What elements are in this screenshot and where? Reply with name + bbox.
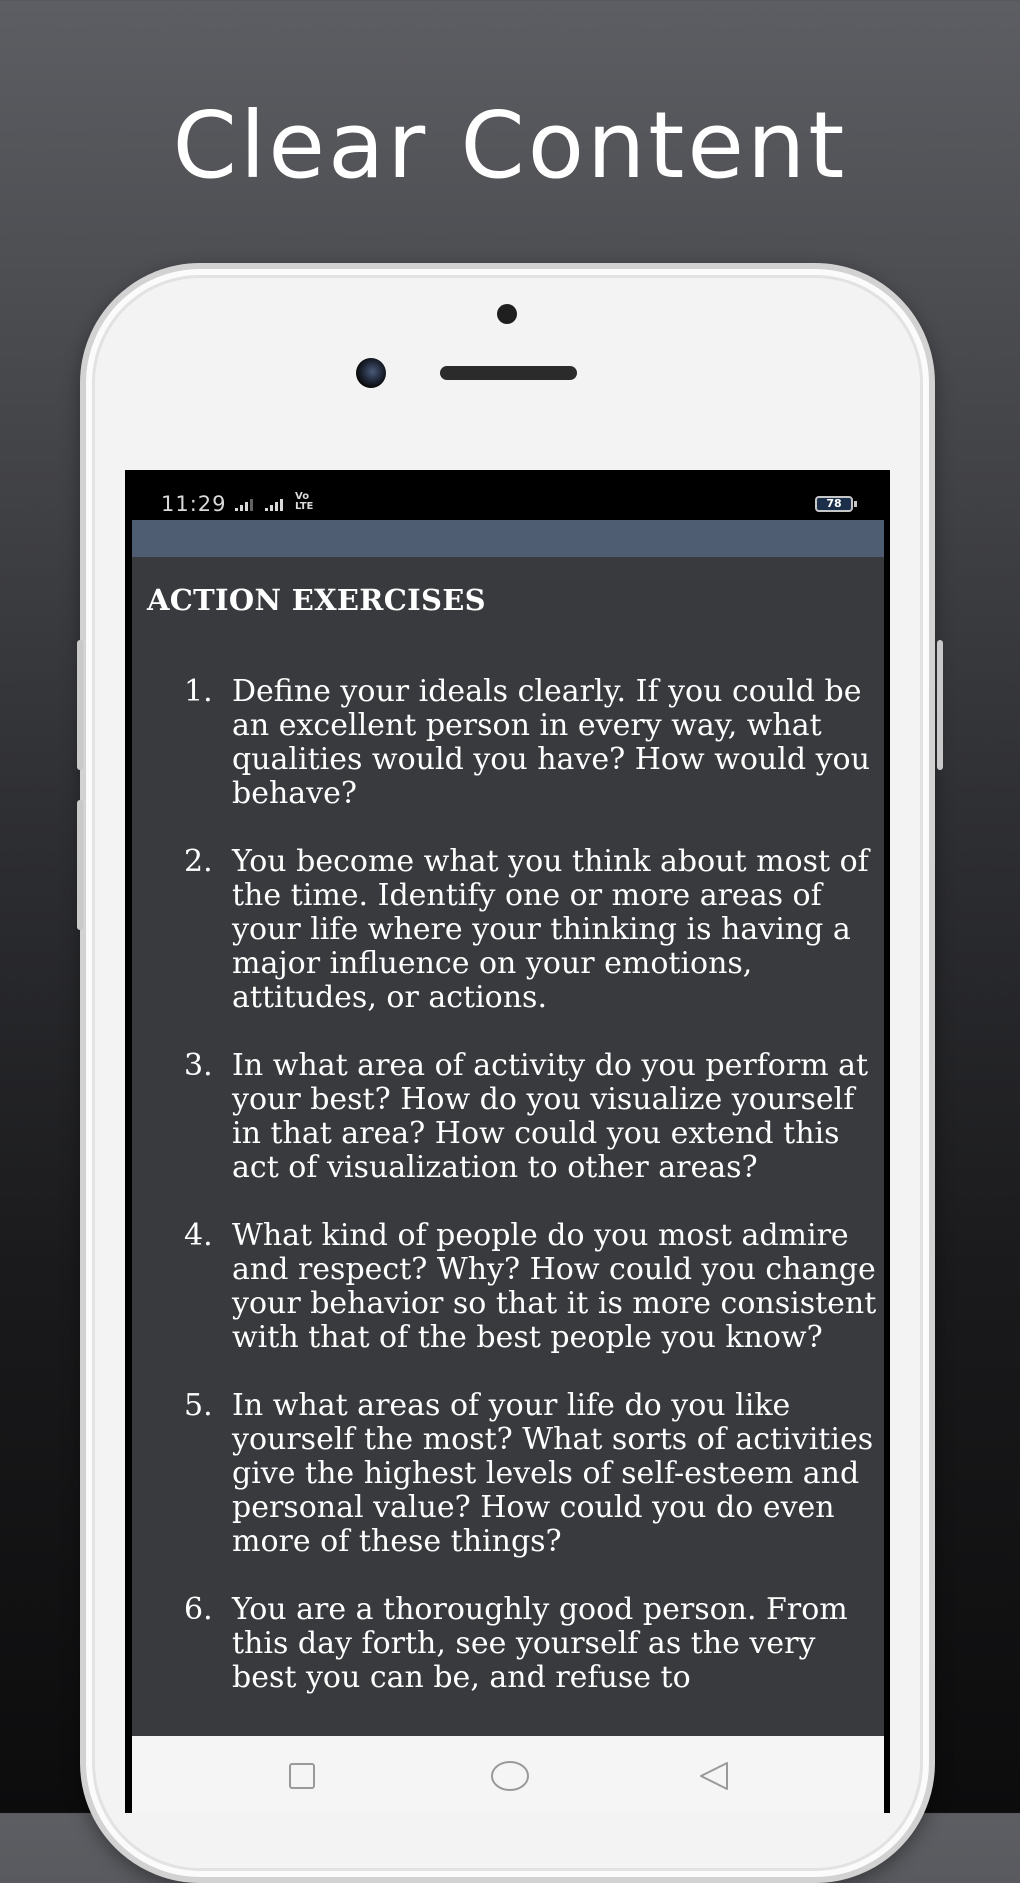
signal-icon: [235, 497, 253, 511]
exercise-item: [132, 1593, 884, 1695]
exercise-item: [132, 675, 884, 811]
exercise-text: In what area of activity do you perform at your best? How do you visualize yourself in that area? How could you extend this act of visualization to other areas?: [232, 1048, 869, 1185]
navigation-bar: [132, 1736, 884, 1813]
exercise-number: 3.: [184, 1048, 213, 1083]
front-camera: [356, 358, 386, 388]
phone-side-button-top: [77, 640, 83, 770]
battery-icon: 78: [815, 496, 853, 512]
content-area[interactable]: [132, 557, 884, 1736]
exercise-text: You are a thoroughly good person. From this day forth, see yourself as the very best you can be, and refuse to: [232, 1592, 848, 1695]
phone-power-button: [937, 640, 943, 770]
exercise-text: In what areas of your life do you like yourself the most? What sorts of activities give the highest levels of self-esteem and personal value? How could you do even more of these things?: [232, 1388, 874, 1559]
exercise-item: [132, 1049, 884, 1185]
exercise-text: What kind of people do you most admire and respect? Why? How could you change your behavior so that it is more consistent with that of the best people you know?: [232, 1218, 877, 1355]
square-icon: [286, 1760, 318, 1792]
exercise-number: 1.: [184, 674, 213, 709]
earpiece-speaker: [440, 366, 577, 380]
exercise-text: You become what you think about most of the time. Identify one or more areas of your life where your thinking is having a major influence on your emotions, attitudes, or actions.: [232, 844, 869, 1015]
circle-icon: [490, 1760, 530, 1792]
triangle-back-icon: [697, 1760, 731, 1792]
exercise-text: Define your ideals clearly. If you could be an excellent person in every way, what qualities would you have? How would you behave?: [232, 674, 870, 811]
content-title: ACTION EXERCISES: [147, 583, 486, 617]
volte-top-label: Vo: [295, 491, 310, 502]
exercise-item: [132, 1389, 884, 1559]
proximity-sensor: [497, 304, 517, 324]
headline: Clear Content: [172, 92, 848, 199]
exercise-number: 5.: [184, 1388, 213, 1423]
phone-side-button-bottom: [77, 800, 83, 930]
home-button[interactable]: [488, 1756, 532, 1796]
exercise-list: [132, 675, 884, 1729]
back-button[interactable]: [694, 1756, 734, 1796]
exercise-number: 4.: [184, 1218, 213, 1253]
volte-bottom-label: LTE: [295, 501, 314, 512]
volte-icon: [295, 492, 313, 512]
signal-icon-2: [265, 497, 283, 511]
battery-tip: [854, 501, 857, 507]
app-bar: [132, 520, 884, 557]
status-time: 11:29: [161, 492, 227, 516]
status-bar: [125, 470, 890, 520]
exercise-item: [132, 845, 884, 1015]
exercise-number: 2.: [184, 844, 213, 879]
exercise-number: 6.: [184, 1592, 213, 1627]
phone-screen: [125, 470, 890, 1813]
exercise-item: [132, 1219, 884, 1355]
recents-button[interactable]: [282, 1756, 322, 1796]
